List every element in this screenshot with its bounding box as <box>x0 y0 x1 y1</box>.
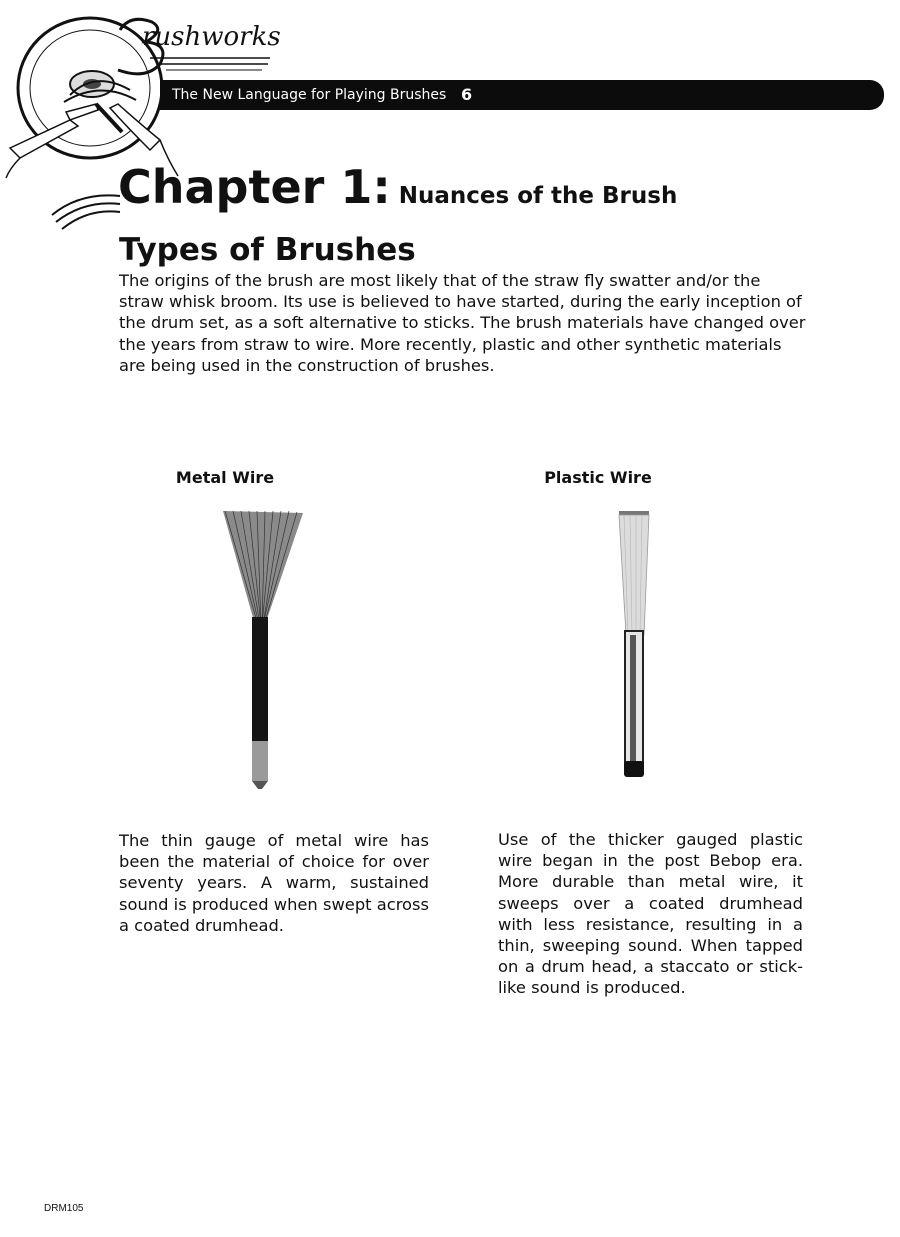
brand-logo-text: rushworks <box>142 22 281 52</box>
plastic-wire-description: Use of the thicker gauged plastic wire began in the post Bebop era. More durable than metal wire, it sweeps over a coated drumhead with less resistance, resulting in a thin, sweeping sound. When tapped on a drum head, a staccato or stick-like sound is produced. <box>498 830 803 998</box>
metal-wire-description: The thin gauge of metal wire has been the material of choice for over seventy years. A warm, sustained sound is produced when swept across a coated drumhead. <box>119 831 429 935</box>
chapter-heading <box>118 160 677 215</box>
plastic-wire-label: Plastic Wire <box>544 468 652 487</box>
intro-paragraph: The origins of the brush are most likely that of the straw fly swatter and/or the straw whisk broom. Its use is believed to have started, during the early inception of the drum set, as a soft alternative to sticks. The brush materials have changed over the years from straw to wire. More recently, plastic and other synthetic materials are being used in the construction of brushes. <box>119 271 806 375</box>
series-title: The New Language for Playing Brushes <box>172 87 447 103</box>
footer-code: DRM105 <box>44 1203 84 1214</box>
page-number: 6 <box>461 85 473 104</box>
metal-wire-brush-image <box>215 505 315 795</box>
chapter-title: Chapter 1: <box>118 160 391 214</box>
metal-wire-label: Metal Wire <box>175 468 275 487</box>
plastic-wire-brush-image <box>610 505 660 785</box>
chapter-subtitle: Nuances of the Brush <box>398 183 678 209</box>
section-heading: Types of Brushes <box>119 232 416 268</box>
